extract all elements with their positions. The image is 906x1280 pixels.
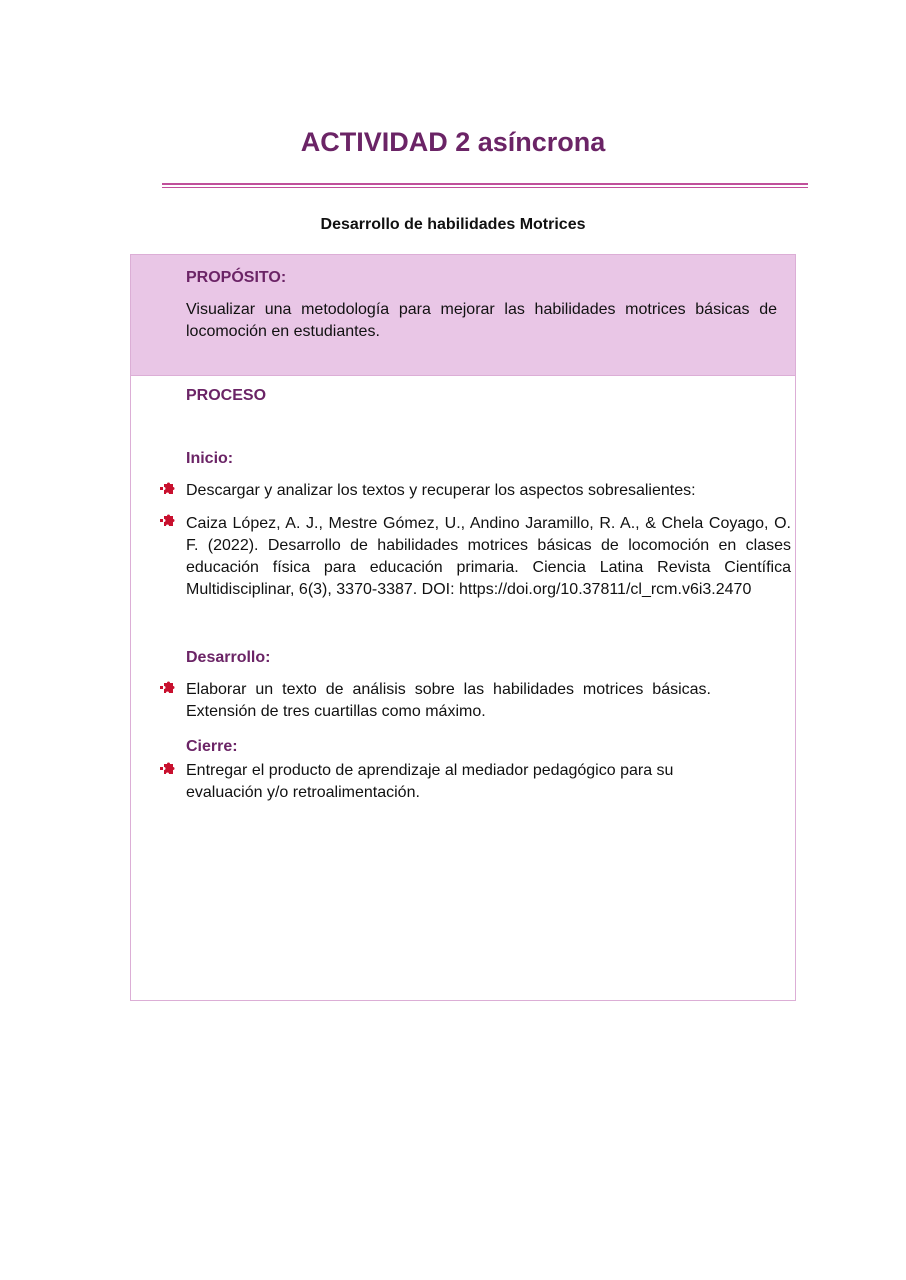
desarrollo-heading: Desarrollo: — [186, 649, 271, 666]
inicio-heading: Inicio: — [186, 450, 234, 467]
desarrollo-item-text: Elaborar un texto de análisis sobre las habilidades motrices básicas. Extensión de tres cuartillas como máximo. — [186, 681, 711, 720]
inicio-item-reference: Caiza López, A. J., Mestre Gómez, U., Andino Jaramillo, R. A., & Chela Coyago, O. F. (2022). Desarrollo de habilidades motrices básicas de locomoción en clases educación física para educación primaria. Ciencia Latina Revista Científica Multidisciplinar, 6(3), 3370-3387. DOI: https://doi.org/10.37811/cl_rcm.v6i3.2470 — [186, 515, 791, 598]
activity-subtitle: Desarrollo de habilidades Motrices — [320, 216, 586, 233]
red-puzzle-bullet-icon — [160, 681, 176, 695]
purpose-heading: PROPÓSITO: — [186, 269, 287, 286]
page-title: ACTIVIDAD 2 asíncrona — [300, 127, 606, 157]
process-heading: PROCESO — [186, 387, 267, 404]
title-divider-thin — [162, 187, 808, 188]
cierre-heading: Cierre: — [186, 738, 238, 755]
cierre-item-text: Entregar el producto de aprendizaje al mediador pedagógico para su evaluación y/o retroalimentación. — [186, 762, 674, 801]
activity-box — [130, 254, 796, 1001]
red-puzzle-bullet-icon — [160, 482, 176, 496]
red-puzzle-bullet-icon — [160, 514, 176, 528]
inicio-item-download: Descargar y analizar los textos y recuperar los aspectos sobresalientes: — [186, 482, 696, 499]
purpose-text: Visualizar una metodología para mejorar las habilidades motrices básicas de locomoción en estudiantes. — [186, 301, 777, 340]
red-puzzle-bullet-icon — [160, 762, 176, 776]
purpose-section — [131, 255, 795, 376]
title-divider-thick — [162, 183, 808, 185]
